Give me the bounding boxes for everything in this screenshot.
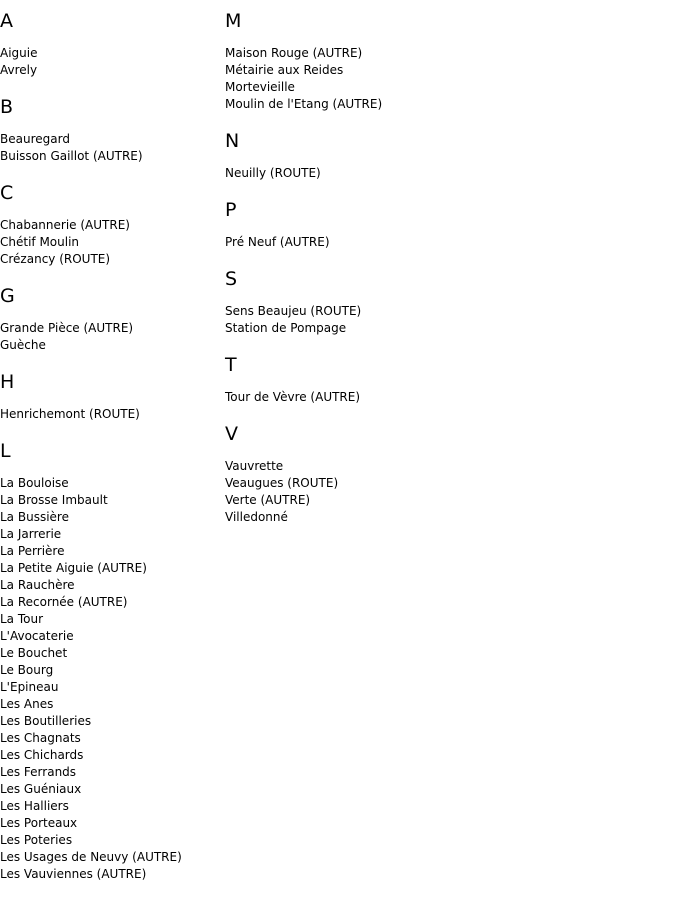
place-name-link[interactable]: Les Guéniaux bbox=[0, 782, 82, 796]
place-name-link[interactable]: Neuilly (ROUTE) bbox=[225, 166, 321, 180]
section-letter-heading: T bbox=[225, 354, 238, 376]
letter-group-m bbox=[225, 8, 665, 113]
place-name-link[interactable]: Les Boutilleries bbox=[0, 714, 92, 728]
place-name-link[interactable]: Le Bourg bbox=[0, 663, 54, 677]
place-name-link[interactable]: Tour de Vèvre (AUTRE) bbox=[225, 390, 361, 404]
letter-group-v bbox=[225, 421, 665, 526]
place-name-link[interactable]: Chétif Moulin bbox=[0, 235, 80, 249]
place-name-link[interactable]: La Recornée (AUTRE) bbox=[0, 595, 128, 609]
letter-group-c bbox=[0, 180, 220, 268]
letter-group-l bbox=[0, 438, 220, 883]
place-name-link[interactable]: La Bouloise bbox=[0, 476, 69, 490]
place-name-link[interactable]: La Bussière bbox=[0, 510, 69, 524]
place-name-link[interactable]: Veaugues (ROUTE) bbox=[225, 476, 339, 490]
letter-group-t bbox=[225, 352, 665, 406]
place-name-link[interactable]: Les Porteaux bbox=[0, 816, 78, 830]
place-name-link[interactable]: Aiguie bbox=[0, 46, 38, 60]
index-column-right bbox=[225, 8, 665, 541]
place-name-link[interactable]: La Tour bbox=[0, 612, 44, 626]
place-name-link[interactable]: Grande Pièce (AUTRE) bbox=[0, 321, 134, 335]
index-column-left bbox=[0, 8, 220, 898]
section-letter-heading: C bbox=[0, 182, 14, 204]
place-name-link[interactable]: Buisson Gaillot (AUTRE) bbox=[0, 149, 143, 163]
letter-group-g bbox=[0, 283, 220, 354]
place-name-link[interactable]: Avrely bbox=[0, 63, 38, 77]
place-name-link[interactable]: Les Usages de Neuvy (AUTRE) bbox=[0, 850, 182, 864]
section-letter-heading: V bbox=[225, 423, 239, 445]
place-name-link[interactable]: Métairie aux Reides bbox=[225, 63, 344, 77]
section-letter-heading: A bbox=[0, 10, 14, 32]
place-name-link[interactable]: Les Chagnats bbox=[0, 731, 81, 745]
place-name-link[interactable]: La Jarrerie bbox=[0, 527, 62, 541]
letter-group-p bbox=[225, 197, 665, 251]
place-name-link[interactable]: Les Halliers bbox=[0, 799, 69, 813]
place-name-link[interactable]: Moulin de l'Etang (AUTRE) bbox=[225, 97, 383, 111]
section-letter-heading: P bbox=[225, 199, 237, 221]
place-name-link[interactable]: Les Vauviennes (AUTRE) bbox=[0, 867, 147, 881]
place-name-link[interactable]: La Brosse Imbault bbox=[0, 493, 108, 507]
place-name-link[interactable]: Les Anes bbox=[0, 697, 54, 711]
place-name-link[interactable]: Vauvrette bbox=[225, 459, 284, 473]
place-name-link[interactable]: Guèche bbox=[0, 338, 46, 352]
section-letter-heading: S bbox=[225, 268, 238, 290]
place-name-link[interactable]: Mortevieille bbox=[225, 80, 295, 94]
place-name-link[interactable]: L'Avocaterie bbox=[0, 629, 74, 643]
section-letter-heading: B bbox=[0, 96, 14, 118]
place-name-link[interactable]: La Rauchère bbox=[0, 578, 75, 592]
section-letter-heading: G bbox=[0, 285, 16, 307]
place-name-link[interactable]: Station de Pompage bbox=[225, 321, 347, 335]
section-letter-heading: H bbox=[0, 371, 15, 393]
letter-group-s bbox=[225, 266, 665, 337]
letter-group-n bbox=[225, 128, 665, 182]
place-name-link[interactable]: Pré Neuf (AUTRE) bbox=[225, 235, 330, 249]
place-name-link[interactable]: Maison Rouge (AUTRE) bbox=[225, 46, 363, 60]
letter-group-b bbox=[0, 94, 220, 165]
place-name-link[interactable]: Verte (AUTRE) bbox=[225, 493, 311, 507]
place-name-link[interactable]: La Perrière bbox=[0, 544, 65, 558]
letter-group-h bbox=[0, 369, 220, 423]
place-name-link[interactable]: Le Bouchet bbox=[0, 646, 68, 660]
place-name-link[interactable]: Henrichemont (ROUTE) bbox=[0, 407, 140, 421]
place-name-link[interactable]: Beauregard bbox=[0, 132, 70, 146]
place-name-link[interactable]: Chabannerie (AUTRE) bbox=[0, 218, 130, 232]
place-name-link[interactable]: Les Poteries bbox=[0, 833, 73, 847]
section-letter-heading: L bbox=[0, 440, 12, 462]
letter-group-a bbox=[0, 8, 220, 79]
section-letter-heading: N bbox=[225, 130, 240, 152]
place-name-link[interactable]: Sens Beaujeu (ROUTE) bbox=[225, 304, 362, 318]
place-name-link[interactable]: Les Ferrands bbox=[0, 765, 77, 779]
place-name-link[interactable]: Crézancy (ROUTE) bbox=[0, 252, 111, 266]
place-name-link[interactable]: L'Epineau bbox=[0, 680, 59, 694]
section-letter-heading: M bbox=[225, 10, 242, 32]
place-name-link[interactable]: La Petite Aiguie (AUTRE) bbox=[0, 561, 147, 575]
place-name-link[interactable]: Villedonné bbox=[225, 510, 288, 524]
place-name-link[interactable]: Les Chichards bbox=[0, 748, 84, 762]
